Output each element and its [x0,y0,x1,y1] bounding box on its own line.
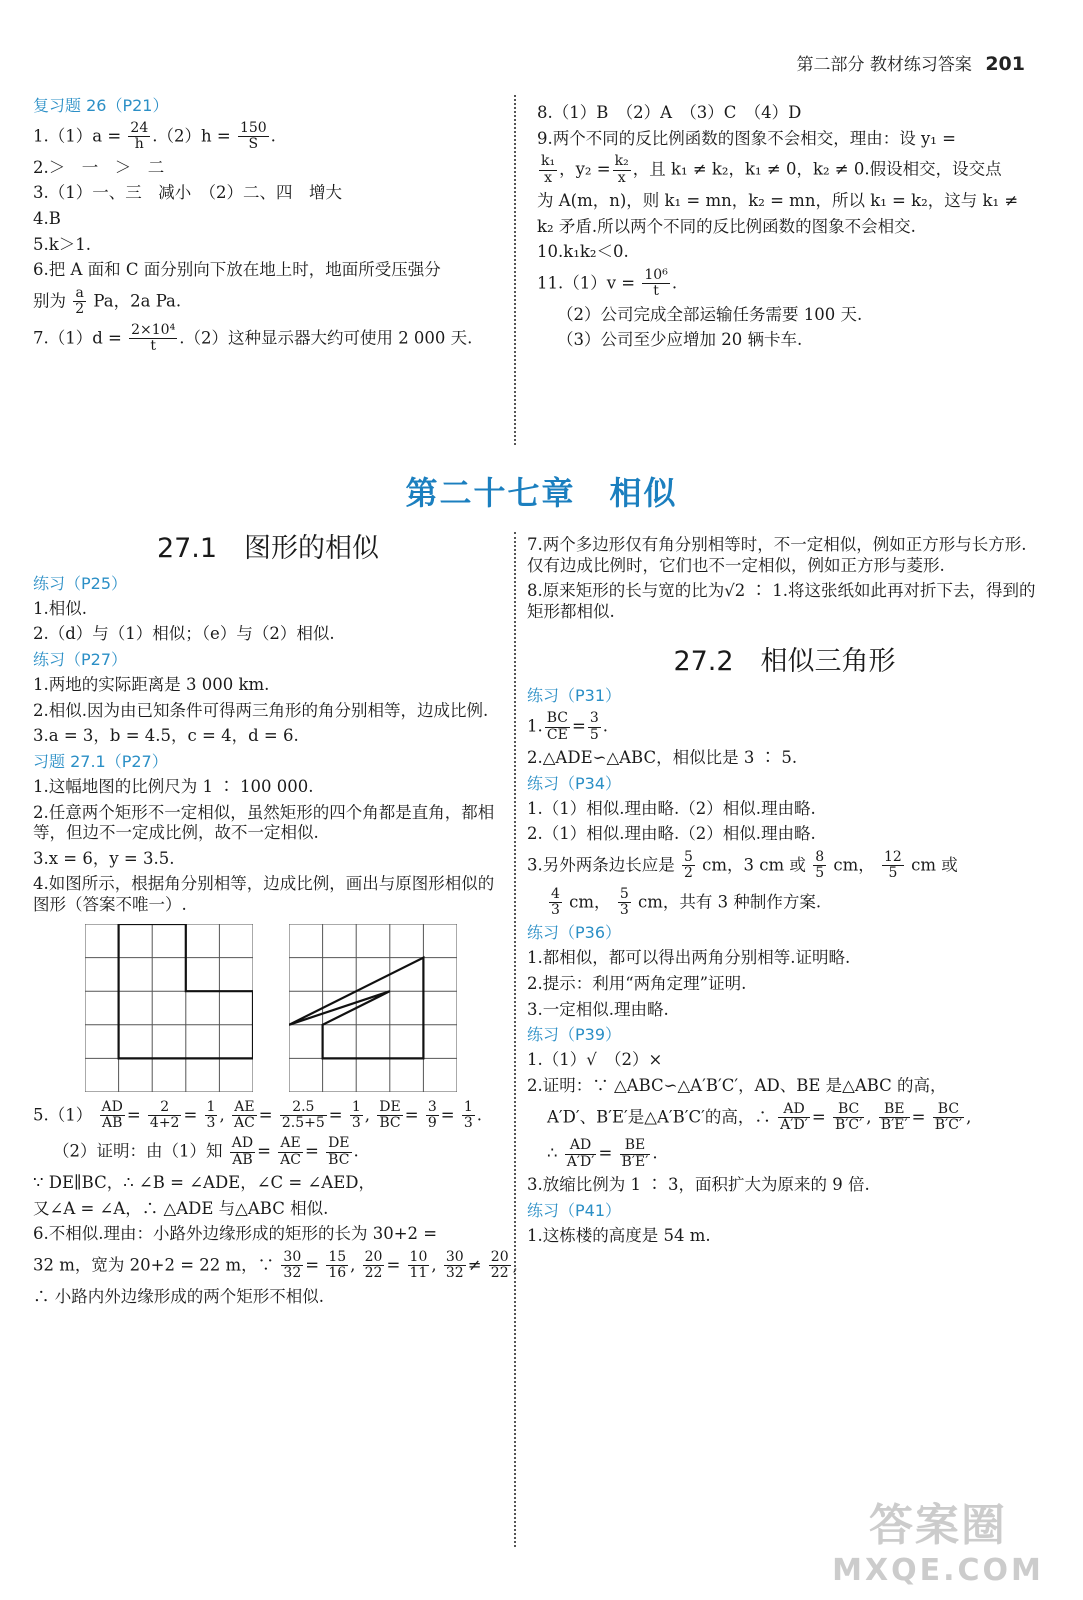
answer-line: ∴ 小路内外边缘形成的两个矩形不相似. [33,1286,324,1306]
answer-line: k₂ 矛盾.所以两个不同的反比例函数的图象不会相交. [537,216,916,236]
watermark-logo: 答案圈 MXQE.COM [832,1500,1044,1588]
fraction: $\frac{a}{2}$ [75,284,85,318]
answer-line: 2.相似.因为由已知条件可得两三角形的角分别相等，边成比例. [33,700,489,720]
exercise-heading: 练习（P25） [33,573,128,593]
answer-line: 7.两个多边形仅有角分别相等时，不一定相似，例如正方形与长方形.仅有边成比例时，它们也不一定相似，例如正方形与菱形. [527,535,1027,575]
answer-line: 9.两个不同的反比例函数的图象不会相交，理由：设 y₁ = [537,128,956,148]
answer-line: ∵ DE∥BC，∴ ∠B = ∠ADE，∠C = ∠AED， [33,1173,375,1193]
answer-line: 10.k₁k₂＜0. [537,242,629,262]
review-right-column [537,98,1042,356]
fraction: $\frac{\text{k₂}}{x}$ [614,153,629,186]
answer-line: A′D′、B′E′是△A′B′C′的高，∴ $\frac{AD}{A'D'}$ = $\frac{BC}{B'C'}$ , $\frac{BE}{B'E'}$ = $\frac{BC}{B'C'}$ , [547,1100,972,1133]
answer-line: 5.k＞1. [33,234,91,254]
answer-line: （2）公司完成全部运输任务需要 100 天. [557,304,863,324]
exercise-heading: 练习（P39） [527,1025,622,1045]
chapter-title: 第二十七章 相似 [405,474,678,512]
answer-line: 1.相似. [33,598,87,618]
exercise-heading: 习题 27.1（P27） [33,751,168,771]
grid-figure-l-shape [85,924,253,1092]
fraction: $\frac{\text{10⁶}}{t}$ [644,266,668,300]
section-27-2-right [527,530,1042,1251]
review-title: 复习题 26（P21） [33,96,169,115]
exercise-heading: 练习（P41） [527,1200,622,1220]
answer-line: 2.任意两个矩形不一定相似，虽然矩形的四个角都是直角，都相等，但边不一定成比例，故不一定相似. [33,802,495,843]
header-section: 第二部分 教材练习答案 [796,55,972,75]
column-divider [514,95,516,445]
answer-line: 1.两地的实际距离是 3 000 km. [33,675,270,694]
exercise-heading: 练习（P31） [527,686,622,706]
grid-figure-trapezoid [289,924,457,1092]
answer-line: 2.（1）相似.理由略.（2）相似.理由略. [527,824,816,844]
exercise-heading: 练习（P27） [33,650,128,669]
answer-line: 11.（1）v = $\frac{\text{10⁶}}{t}$ . [537,266,678,300]
fraction: $\frac{\text{2×10⁴}}{t}$ [131,321,176,355]
answer-line: 1. $\frac{BC}{CE}$ = $\frac{3}{5}$ . [527,710,609,743]
fraction: $\frac{150}{S}$ [239,120,267,153]
page-number: 201 [985,53,1025,75]
fraction: $\frac{24}{h}$ [130,120,149,153]
answer-line: 3.x = 6，y = 3.5. [33,848,175,868]
answer-line: 8.（1）B （2）A （3）C （4）D [537,103,802,122]
answer-line: 6.把 A 面和 C 面分别向下放在地上时，地面所受压强分 [33,260,441,280]
answer-line: 3.a = 3，b = 4.5，c = 4，d = 6. [33,726,299,746]
answer-line: （2）证明：由（1）知 $\frac{AD}{AB}$ = $\frac{AE}{AC}$ = $\frac{DE}{BC}$ . [53,1135,359,1168]
answer-line-q5: 5.（1） $\frac{AD}{AB}$ = $\frac{2}{4+2}$ = $\frac{1}{3}$ , $\frac{AE}{AC}$ = $\frac{2.5}{2.5+5}$ = $\frac{1}{3}$ , $\frac{DE}{BC}$ = $\frac{3}{9}$ = $\frac{1}{3}$ . [33,1098,482,1132]
answer-line: $\frac{\text{k₁}}{x}$ ，y₂ = $\frac{\text{k₂}}{x}$ ，且 k₁ ≠ k₂，k₁ ≠ 0，k₂ ≠ 0.假设相交，设交点 [541,153,1002,186]
answer-line: 2.△ADE∽△ABC，相似比是 3 ∶ 5. [527,748,798,768]
answer-line: 3.另外两条边长应是 $\frac{5}{2}$ cm，3 cm 或 $\frac{8}{5}$ cm， $\frac{12}{5}$ cm 或 [527,848,958,882]
review-left-column [33,92,503,359]
answer-line: 2.（d）与（1）相似；（e）与（2）相似. [33,624,335,644]
answer-line: 3.一定相似.理由略. [527,999,669,1019]
answer-line: 2.提示：利用“两角定理”证明. [527,974,747,994]
answer-line: 6.不相似.理由：小路外边缘形成的矩形的长为 30+2 = [33,1224,438,1244]
answer-line: 7.（1）d = $\frac{\text{2×10⁴}}{t}$ .（2）这种显示器大约可使用 2 000 天. [33,321,473,355]
answer-line: 1.都相似，都可以得出两角分别相等.证明略. [527,948,851,968]
section-title: 27.1 图形的相似 [156,533,380,564]
answer-line: 8.原来矩形的长与宽的比为√2 ∶ 1.将这张纸如此再对折下去，得到的矩形都相似. [527,581,1036,621]
column-divider [514,532,516,1547]
answer-line: 3.（1）一、三 减小 （2）二、四 增大 [33,183,342,203]
answer-line: 2.＞ 一 ＞ 二 [33,157,165,177]
answer-line: 1.这幅地图的比例尺为 1 ∶ 100 000. [33,776,314,796]
answer-line: 3.放缩比例为 1 ∶ 3，面积扩大为原来的 9 倍. [527,1175,870,1195]
answer-line: 1.（1）a = $\frac{24}{h}$ .（2）h = $\frac{150}{S}$ . [33,120,276,153]
exercise-heading: 练习（P34） [527,773,622,793]
answer-line: 1.这栋楼的高度是 54 m. [527,1225,711,1245]
section-title: 27.2 相似三角形 [673,645,896,677]
answer-line: （3）公司至少应增加 20 辆卡车. [557,330,803,350]
answer-line: 4.如图所示，根据角分别相等，边成比例，画出与原图形相似的图形（答案不唯一）. [33,874,495,914]
answer-line: $\frac{4}{3}$ cm， $\frac{5}{3}$ cm，共有 3 种制作方案. [551,885,822,919]
answer-line: 别为 $\frac{a}{2}$ Pa，2a Pa. [33,284,182,318]
section-27-1-left [33,530,518,1312]
answer-line: 又∠A = ∠A，∴ △ADE 与△ABC 相似. [33,1198,329,1218]
fraction: $\frac{\text{k₁}}{x}$ [541,153,556,186]
answer-line: 4.B [33,209,61,229]
answer-line: 32 m，宽为 20+2 = 22 m，∵ $\frac{30}{32}$ = $\frac{15}{16}$ , $\frac{20}{22}$ = $\frac{10}{11}$ , $\frac{30}{32}$ ≠ $\frac{20}{22}$ , [33,1249,518,1282]
answer-line: ∴ $\frac{AD}{A'D'}$ = $\frac{BE}{B'E'}$ . [547,1137,658,1170]
page-header [797,50,1025,75]
answer-line: 1.（1）相似.理由略.（2）相似.理由略. [527,798,816,818]
grid-figures [85,924,503,1092]
answer-line: 1.（1）√ （2）× [527,1050,663,1070]
answer-line: 2.证明：∵ △ABC∽△A′B′C′，AD、BE 是△ABC 的高， [527,1075,947,1095]
answer-line: 为 A(m，n)，则 k₁ = mn，k₂ = mn，所以 k₁ = k₂，这与 k₁ ≠ [537,191,1019,211]
exercise-heading: 练习（P36） [527,923,622,943]
